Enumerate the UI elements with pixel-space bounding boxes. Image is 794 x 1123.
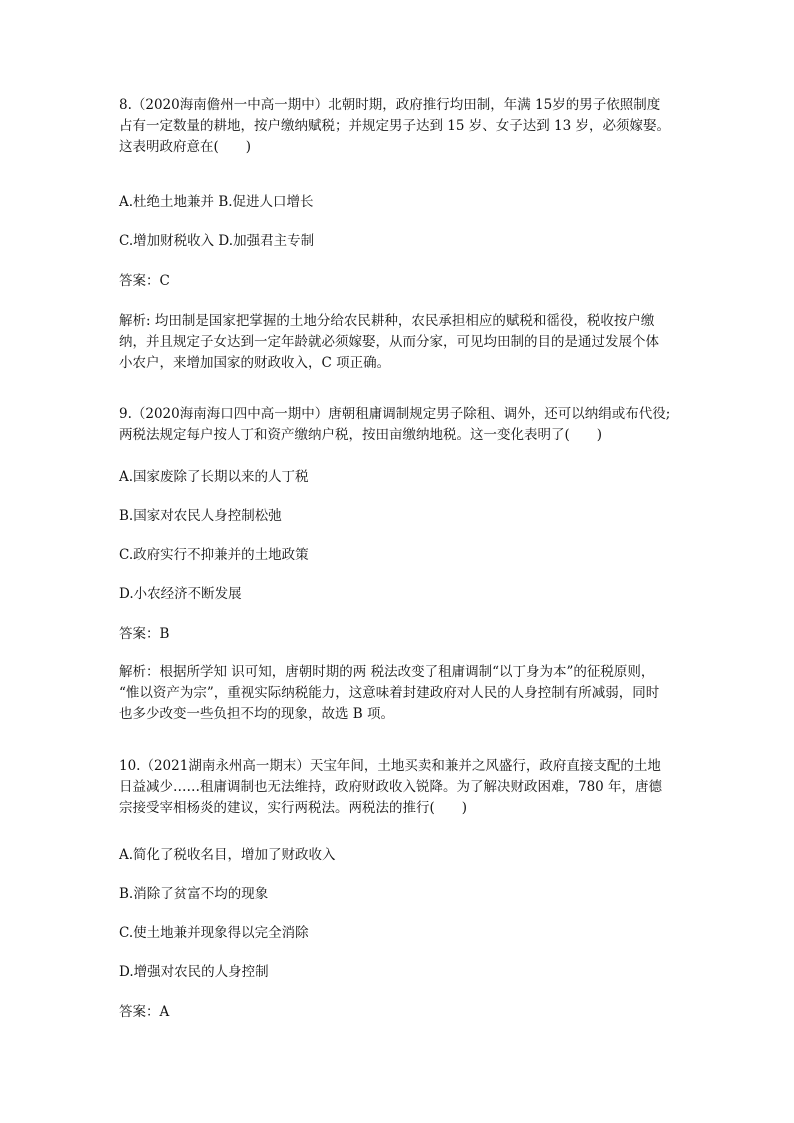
option-line: A.简化了税收名目，增加了财政收入: [119, 847, 336, 863]
answer-text: 答案：C: [119, 273, 170, 289]
analysis-9: [119, 662, 679, 725]
question-stem: [119, 95, 679, 158]
option-line: C.政府实行不抑兼并的土地政策: [119, 547, 309, 563]
stem-line: 宗接受宰相杨炎的建议，实行两税法。两税法的推行( ): [119, 800, 468, 816]
question-stem: [119, 404, 679, 446]
option-line: C.增加财税收入 D.加强君主专制: [119, 233, 315, 249]
option-line: D.小农经济不断发展: [119, 586, 242, 602]
answer-text: 答案：B: [119, 626, 170, 642]
question-8: [119, 95, 679, 158]
analysis-line: 也多少改变一些负担不均的现象，故选 B 项。: [119, 706, 395, 722]
option-line: A.国家废除了长期以来的人丁税: [119, 469, 309, 485]
analysis-line: “惟以资产为宗”，重视实际纳税能力，这意味着封建政府对人民的人身控制有所减弱，同时: [119, 685, 660, 701]
option-line: A.杜绝土地兼并 B.促进人口增长: [119, 194, 314, 210]
analysis-8: [119, 311, 679, 374]
analysis-line: 纳，并且规定子女达到一定年龄就必须嫁娶，从而分家，可见均田制的目的是通过发展个体: [119, 334, 659, 350]
stem-line: 8.（2020海南儋州一中高一期中）北朝时期，政府推行均田制，年满 15岁的男子依照制度: [119, 97, 661, 113]
question-10: [119, 756, 679, 819]
option-line: B.消除了贫富不均的现象: [119, 886, 269, 902]
stem-line: 日益减少……租庸调制也无法维持，政府财政收入锐降。为了解决财政困难，780 年，唐德: [119, 779, 663, 795]
question-9: [119, 404, 679, 446]
analysis-line: 解析：根据所学知 识可知，唐朝时期的两 税法改变了租庸调制“以丁身为本”的征税原则，: [119, 664, 655, 680]
stem-line: 两税法规定每户按人丁和资产缴纳户税，按田亩缴纳地税。这一变化表明了( ): [119, 427, 603, 443]
stem-line: 这表明政府意在( ): [119, 139, 252, 155]
option-line: C.使土地兼并现象得以完全消除: [119, 925, 309, 941]
option-line: B.国家对农民人身控制松弛: [119, 508, 282, 524]
answer-text: 答案：A: [119, 1004, 170, 1020]
analysis-text: [119, 311, 679, 374]
analysis-line: 小农户，来增加国家的财政收入，C 项正确。: [119, 355, 391, 371]
option-line: D.增强对农民的人身控制: [119, 964, 269, 980]
stem-line: 9.（2020海南海口四中高一期中）唐朝租庸调制规定男子除租、调外，还可以纳绢或布代役;: [119, 406, 671, 422]
stem-line: 占有一定数量的耕地，按户缴纳赋税；并规定男子达到 15 岁、女子达到 13 岁，必须嫁娶。: [119, 118, 671, 134]
question-stem: [119, 756, 679, 819]
analysis-text: [119, 662, 679, 725]
analysis-line: 解析: 均田制是国家把掌握的土地分给农民耕种，农民承担相应的赋税和徭役，税收按户缴: [119, 313, 655, 329]
stem-line: 10.（2021湖南永州高一期末）天宝年间，土地买卖和兼并之风盛行，政府直接支配的土地: [119, 758, 661, 774]
